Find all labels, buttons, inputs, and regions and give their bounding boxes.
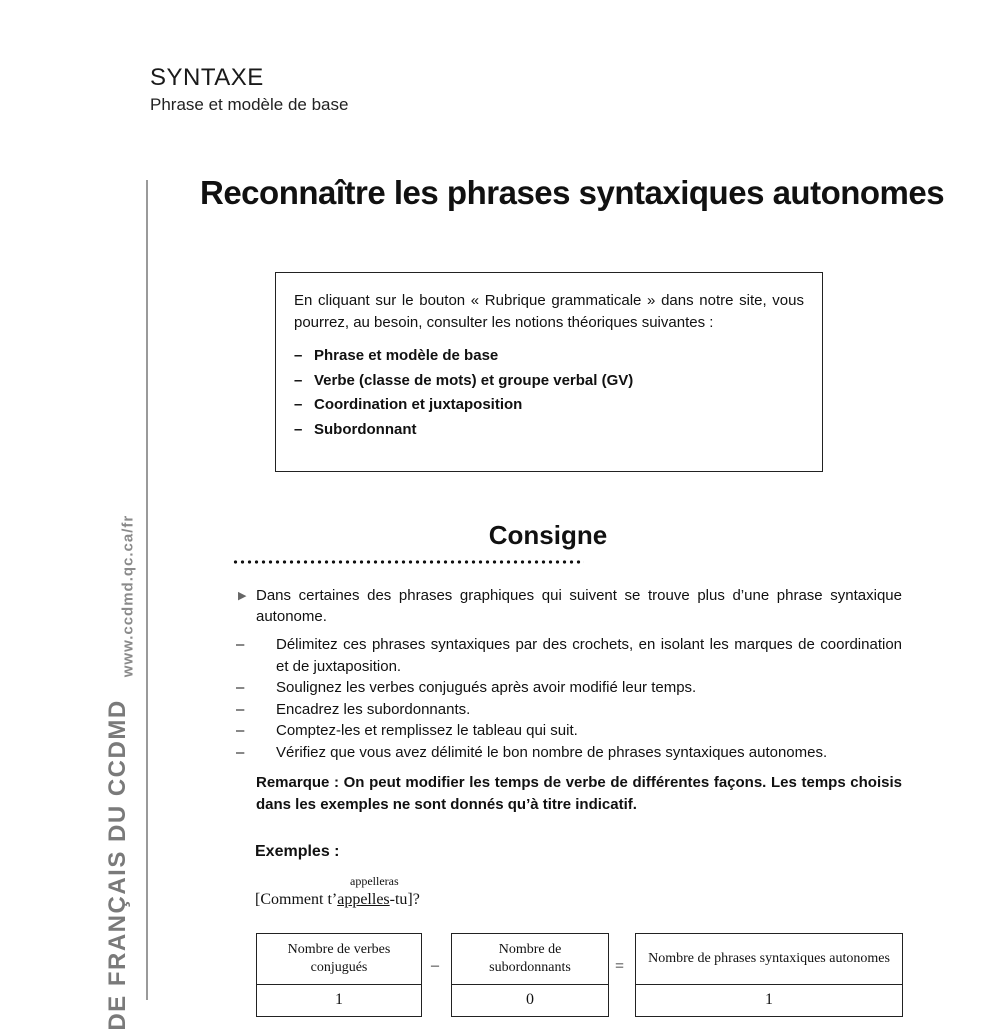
notion-list — [294, 344, 804, 442]
minus-operator: – — [431, 957, 439, 974]
remark: Remarque : On peut modifier les temps de verbe de différentes façons. Les temps choisis dans les exemples ne sont donnés qu’à titre indicatif. — [256, 774, 902, 813]
equals-operator: = — [615, 958, 625, 975]
notion-item: – Verbe (classe de mots) et groupe verbal (GV) — [294, 371, 634, 389]
notion-item: – Subordonnant — [294, 420, 417, 438]
arrow-bullet-icon: ▶ — [238, 590, 247, 602]
task-item: – Soulignez les verbes conjugués après avoir modifié leur temps. — [236, 679, 697, 696]
info-box — [275, 272, 823, 472]
section-title: SYNTAXE — [150, 64, 264, 91]
task-item: – Vérifiez que vous avez délimité le bon nombre de phrases syntaxiques autonomes. — [236, 743, 828, 761]
page-title: Reconnaître les phrases syntaxiques autonomes — [200, 174, 945, 211]
margin-rule — [146, 180, 148, 1000]
verbs-count-box — [256, 933, 422, 1017]
section-subtitle: Phrase et modèle de base — [150, 95, 349, 114]
phrases-count-box — [635, 933, 903, 1017]
phrases-count-header: Nombre de phrases syntaxiques autonomes — [648, 951, 890, 966]
notion-item: – Phrase et modèle de base — [294, 347, 499, 364]
consigne-heading: Consigne — [488, 520, 608, 550]
page-header — [150, 64, 348, 115]
underlined-verb: appelles — [337, 891, 390, 908]
examples-label: Exemples : — [255, 843, 340, 860]
verbs-count-value: 1 — [257, 984, 421, 1015]
subordinants-count-header: Nombre de subordonnants — [489, 942, 571, 975]
verbs-count-header: Nombre de verbes conjugués — [287, 942, 391, 975]
verb-annotation: appelleras — [350, 874, 399, 888]
task-item: – Délimitez ces phrases syntaxiques par des crochets, en isolant les marques de coordination et de juxtaposition. — [236, 636, 902, 675]
sidebar-url: www.ccdmd.qc.ca/fr — [119, 514, 137, 678]
subordinants-count-box — [451, 933, 609, 1017]
sidebar-brand: DE FRANÇAIS DU CCDMD — [104, 699, 131, 1031]
subordinants-count-value: 0 — [452, 984, 608, 1015]
phrases-count-value: 1 — [636, 984, 902, 1015]
task-item: – Comptez-les et remplissez le tableau qui suit. — [236, 722, 578, 739]
task-list — [236, 634, 902, 763]
example-sentence: [Comment t’appelles-tu]? — [255, 891, 420, 908]
info-intro: En cliquant sur le bouton « Rubrique grammaticale » dans notre site, vous pourrez, au besoin, consulter les notions théoriques suivantes : — [294, 292, 804, 331]
instructions — [238, 585, 902, 816]
notion-item: – Coordination et juxtaposition — [294, 396, 523, 413]
dotted-divider — [232, 560, 584, 564]
instruction-lead: ▶ Dans certaines des phrases graphiques qui suivent se trouve plus d’une phrase syntaxique autonome. — [238, 587, 902, 625]
task-item: – Encadrez les subordonnants. — [236, 700, 471, 718]
